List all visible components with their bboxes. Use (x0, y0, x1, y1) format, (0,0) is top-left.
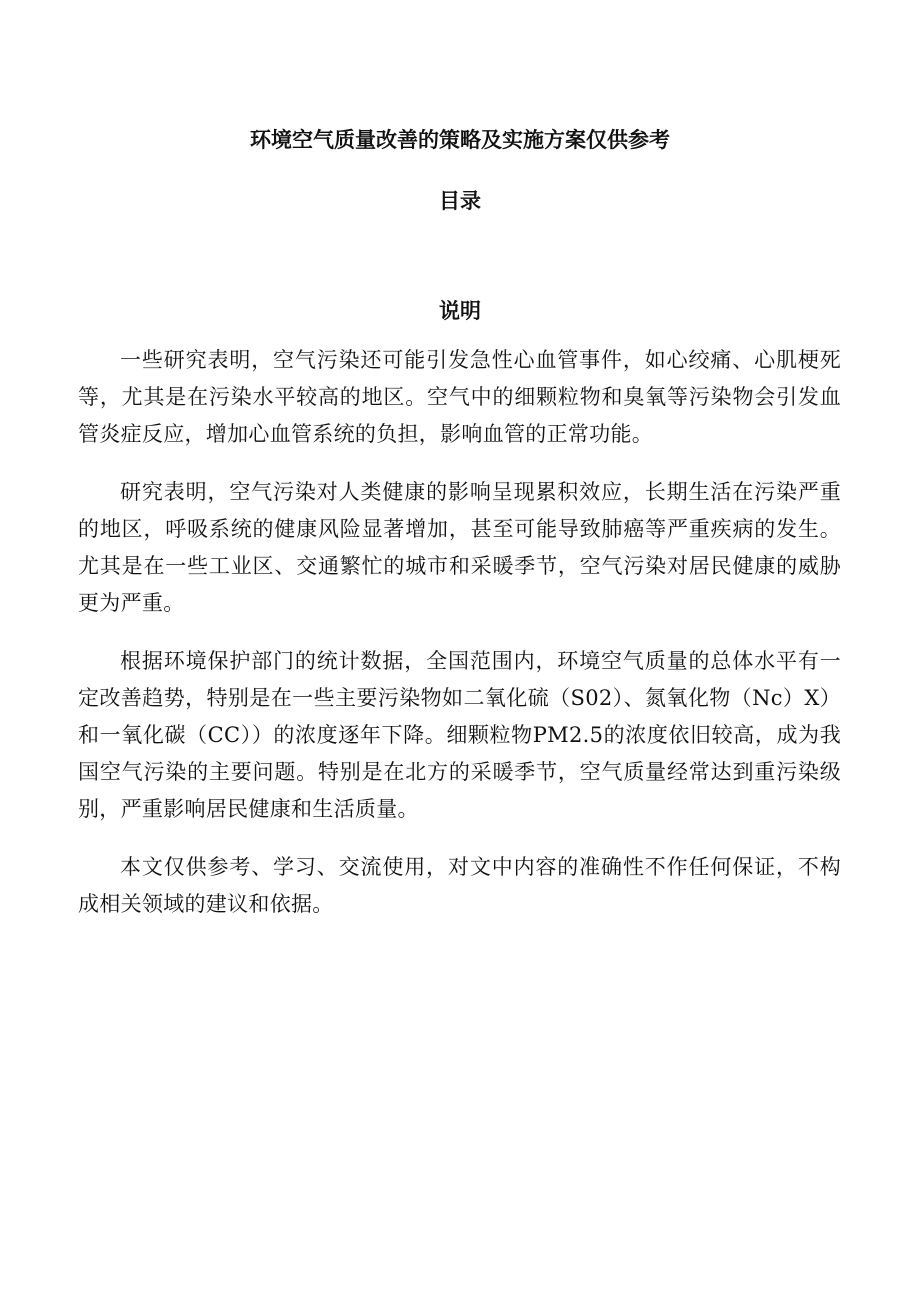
paragraph: 根据环境保护部门的统计数据，全国范围内，环境空气质量的总体水平有一定改善趋势，特别是在一些主要污染物如二氧化硫（S02）、氮氧化物（Nc）X）和一氧化碳（CC））的浓度逐年下降。细颗粒物PM2.5的浓度依旧较高，成为我国空气污染的主要问题。特别是在北方的采暖季节，空气质量经常达到重污染级别，严重影响居民健康和生活质量。 (78, 649, 841, 821)
paragraph: 研究表明，空气污染对人类健康的影响呈现累积效应，长期生活在污染严重的地区，呼吸系统的健康风险显著增加，甚至可能导致肺癌等严重疾病的发生。尤其是在一些工业区、交通繁忙的城市和采暖季节，空气污染对居民健康的威胁更为严重。 (78, 480, 841, 615)
section-heading: 说明 (439, 298, 481, 323)
document-title: 环境空气质量改善的策略及实施方案仅供参考 (250, 128, 670, 152)
table-of-contents-title: 目录 (439, 189, 481, 213)
body-text (78, 342, 841, 944)
paragraph: 一些研究表明，空气污染还可能引发急性心血管事件，如心绞痛、心肌梗死等，尤其是在污染水平较高的地区。空气中的细颗粒物和臭氧等污染物会引发血管炎症反应，增加心血管系统的负担，影响血管的正常功能。 (78, 348, 841, 446)
paragraph: 本文仅供参考、学习、交流使用，对文中内容的准确性不作任何保证，不构成相关领域的建议和依据。 (78, 855, 841, 916)
